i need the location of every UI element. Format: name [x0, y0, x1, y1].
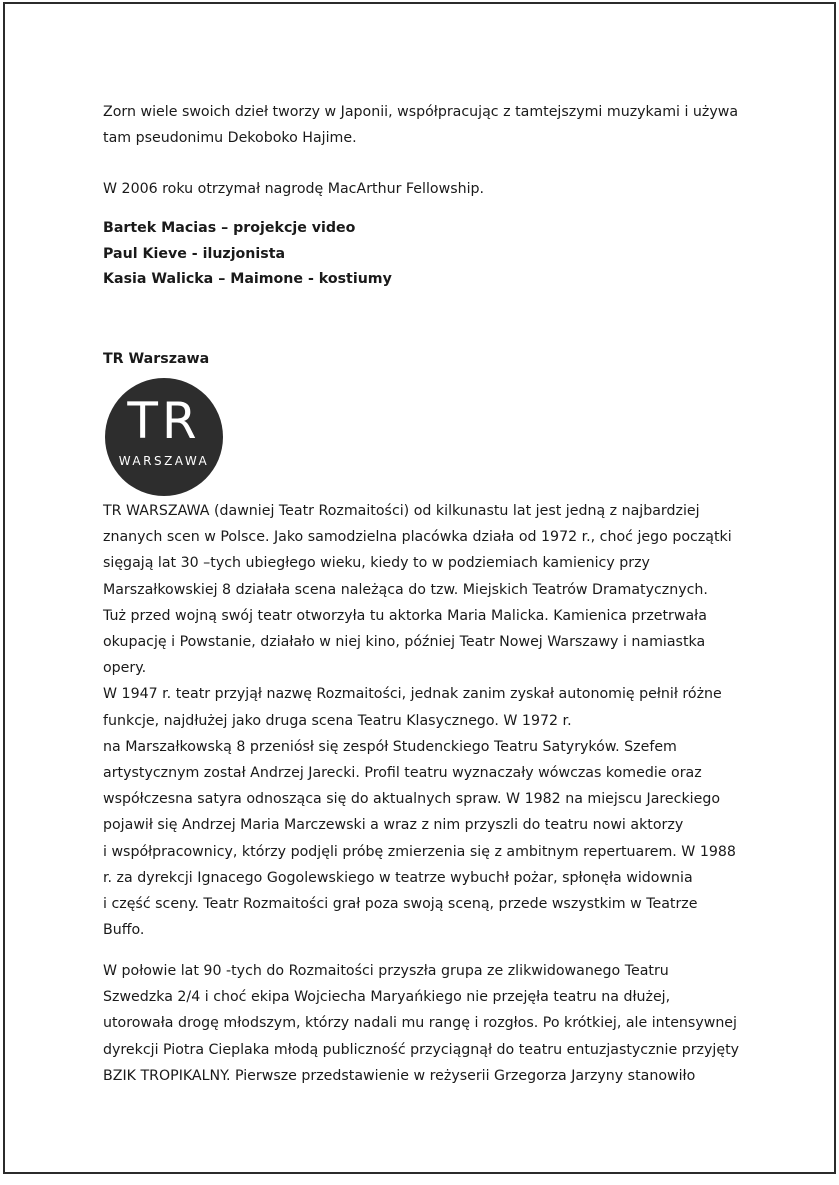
text-line: W połowie lat 90 -tych do Rozmaitości przyszła grupa ze zlikwidowanego Teatru: [103, 963, 669, 979]
text-line: W 2006 roku otrzymał nagrodę MacArthur Fellowship.: [103, 181, 485, 197]
credit-item: Kasia Walicka – Maimone - kostiumy: [103, 271, 392, 287]
text-line: funkcje, najdłużej jako druga scena Teatru Klasycznego. W 1972 r.: [103, 712, 572, 729]
text-line: Zorn wiele swoich dzieł tworzy w Japonii, współpracując z tamtejszymi muzykami i używa: [103, 104, 739, 120]
text-line: r. za dyrekcji Ignacego Gogolewskiego w teatrze wybuchł pożar, spłonęła widownia: [103, 869, 693, 886]
section-heading-tr-warszawa: TR Warszawa: [103, 351, 210, 367]
text-line: TR WARSZAWA (dawniej Teatr Rozmaitości) od kilkunastu lat jest jedną z najbardziej: [103, 503, 700, 519]
credit-item: Paul Kieve - iluzjonista: [103, 245, 286, 262]
text-line: Buffo.: [103, 922, 145, 939]
text-line: Szwedzka 2/4 i choć ekipa Wojciecha Maryańkiego nie przejęła teatru na dłużej,: [103, 989, 671, 1006]
credits-list: [103, 216, 392, 293]
text-line: pojawił się Andrzej Maria Marczewski a wraz z nim przyszli do teatru nowi aktorzy: [103, 817, 684, 834]
tr-warszawa-logo: [105, 378, 223, 496]
text-line: tam pseudonimu Dekoboko Hajime.: [103, 130, 357, 147]
document-page: [3, 2, 836, 1174]
text-line: okupację i Powstanie, działało w niej kino, później Teatr Nowej Warszawy i namiastka: [103, 634, 706, 651]
paragraph-tr-history: [103, 498, 736, 943]
text-line: na Marszałkowską 8 przeniósł się zespół Studenckiego Teatru Satyryków. Szefem: [103, 738, 677, 755]
logo-main-text: TR: [127, 392, 201, 450]
text-line: Tuż przed wojną swój teatr otworzyła tu aktorka Maria Malicka. Kamienica przetrwała: [103, 607, 707, 624]
text-line: znanych scen w Polsce. Jako samodzielna placówka działa od 1972 r., choć jego początki: [103, 529, 732, 546]
text-line: utorowała drogę młodszym, którzy nadali mu rangę i rozgłos. Po krótkiej, ale intensywnej: [103, 1015, 737, 1032]
text-line: dyrekcji Piotra Cieplaka młodą publiczność przyciągnął do teatru entuzjastycznie przyjęty: [103, 1041, 740, 1058]
text-line: BZIK TROPIKALNY. Pierwsze przedstawienie w reżyserii Grzegorza Jarzyny stanowiło: [103, 1067, 696, 1084]
text-line: W 1947 r. teatr przyjął nazwę Rozmaitości, jednak zanim zyskał autonomię pełnił różne: [103, 686, 722, 703]
text-line: sięgają lat 30 –tych ubiegłego wieku, kiedy to w podziemiach kamienicy przy: [103, 555, 650, 572]
text-line: artystycznym został Andrzej Jarecki. Profil teatru wyznaczały wówczas komedie oraz: [103, 765, 702, 782]
text-line: współczesna satyra odnosząca się do aktualnych spraw. W 1982 na miejscu Jareckiego: [103, 791, 721, 808]
logo-sub-text: WARSZAWA: [118, 454, 210, 468]
paragraph-mid-90s: [103, 958, 739, 1089]
text-line: i część sceny. Teatr Rozmaitości grał poza swoją sceną, przede wszystkim w Teatrze: [103, 896, 698, 913]
text-line: i współpracownicy, którzy podjęli próbę zmierzenia się z ambitnym repertuarem. W 1988: [103, 843, 736, 860]
paragraph-macarthur: [103, 176, 484, 202]
paragraph-zorn-japan: [103, 99, 738, 151]
text-line: Marszałkowskiej 8 działała scena należąca do tzw. Miejskich Teatrów Dramatycznych.: [103, 581, 708, 598]
credit-item: Bartek Macias – projekcje video: [103, 220, 356, 236]
text-line: opery.: [103, 660, 147, 677]
